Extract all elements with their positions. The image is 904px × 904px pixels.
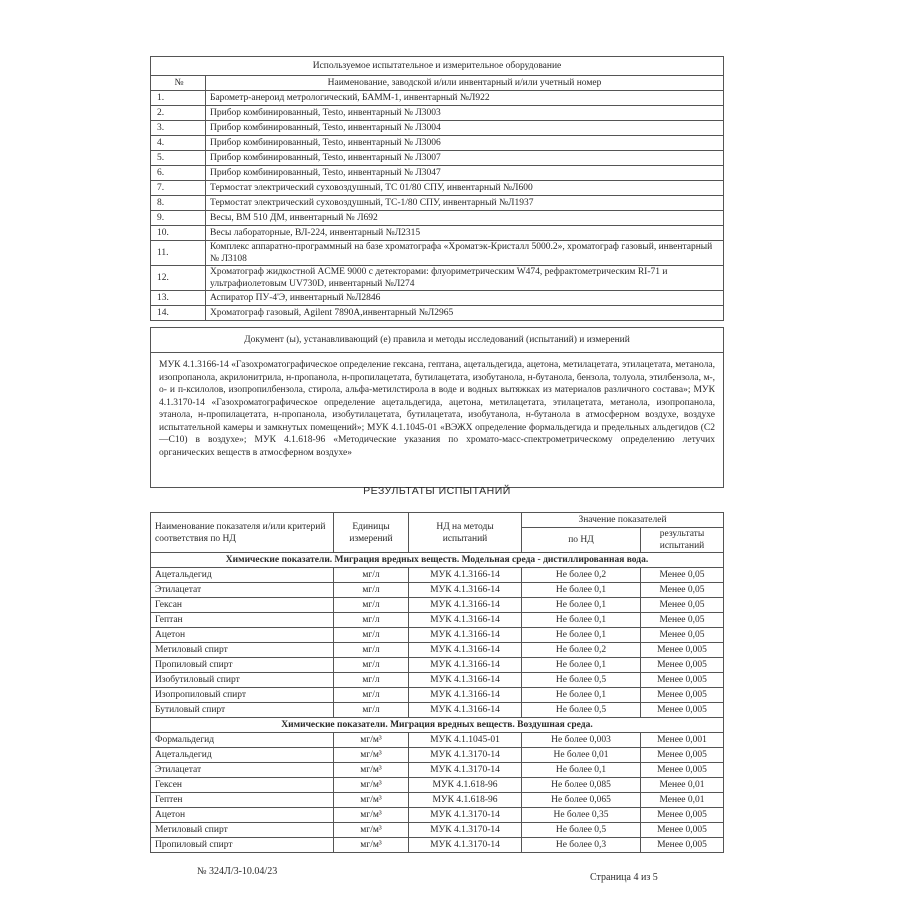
result-method: МУК 4.1.618-96 (409, 793, 522, 808)
equipment-rows (151, 91, 724, 321)
equipment-row (151, 266, 724, 291)
result-method: МУК 4.1.3166-14 (409, 658, 522, 673)
equipment-row-number: 2. (151, 106, 206, 121)
result-test-value: Менее 0,005 (641, 643, 724, 658)
result-method: МУК 4.1.3170-14 (409, 763, 522, 778)
result-name: Этилацетат (151, 583, 334, 598)
result-name: Пропиловый спирт (151, 658, 334, 673)
equipment-row-name: Термостат электрический суховоздушный, ТС-1/80 СПУ, инвентарный №Л1937 (206, 196, 724, 211)
result-test-value: Менее 0,001 (641, 733, 724, 748)
result-test-value: Менее 0,005 (641, 658, 724, 673)
result-nd-value: Не более 0,1 (522, 628, 641, 643)
equipment-row-number: 10. (151, 226, 206, 241)
result-method: МУК 4.1.3166-14 (409, 643, 522, 658)
result-test-value: Менее 0,05 (641, 613, 724, 628)
result-nd-value: Не более 0,2 (522, 643, 641, 658)
result-test-value: Менее 0,05 (641, 628, 724, 643)
result-unit: мг/м³ (334, 748, 409, 763)
result-unit: мг/м³ (334, 838, 409, 853)
equipment-row (151, 121, 724, 136)
result-nd-value: Не более 0,5 (522, 703, 641, 718)
result-unit: мг/л (334, 568, 409, 583)
result-unit: мг/м³ (334, 808, 409, 823)
result-row (151, 583, 724, 598)
result-test-value: Менее 0,005 (641, 808, 724, 823)
equipment-col-name: Наименование, заводской и/или инвентарный и/или учетный номер (206, 76, 724, 91)
result-method: МУК 4.1.3170-14 (409, 808, 522, 823)
result-method: МУК 4.1.3170-14 (409, 748, 522, 763)
equipment-row-name: Барометр-анероид метрологический, БАММ-1, инвентарный №Л922 (206, 91, 724, 106)
result-row (151, 703, 724, 718)
equipment-row-name: Весы лабораторные, ВЛ-224, инвентарный №Л2315 (206, 226, 724, 241)
equipment-row-number: 11. (151, 241, 206, 266)
result-unit: мг/м³ (334, 778, 409, 793)
header-test-result: результаты испытаний (641, 528, 724, 553)
equipment-row-name: Аспиратор ПУ-4'Э, инвентарный №Л2846 (206, 291, 724, 306)
result-unit: мг/л (334, 658, 409, 673)
equipment-row-number: 5. (151, 151, 206, 166)
result-name: Пропиловый спирт (151, 838, 334, 853)
header-indicator: Наименование показателя и/или критерий соответствия по НД (151, 513, 334, 553)
equipment-row-number: 3. (151, 121, 206, 136)
result-row (151, 673, 724, 688)
equipment-row-number: 7. (151, 181, 206, 196)
result-nd-value: Не более 0,003 (522, 733, 641, 748)
result-unit: мг/л (334, 598, 409, 613)
result-nd-value: Не более 0,1 (522, 688, 641, 703)
result-unit: мг/л (334, 673, 409, 688)
equipment-row (151, 166, 724, 181)
equipment-row-name: Хроматограф жидкостной ACME 9000 с детекторами: флуориметрическим W474, рефрактометрическим RI-71 и ультрафиолетовым UV730D, инвентарный №Л274 (206, 266, 724, 291)
result-unit: мг/м³ (334, 763, 409, 778)
result-test-value: Менее 0,005 (641, 763, 724, 778)
result-row (151, 643, 724, 658)
equipment-row (151, 211, 724, 226)
result-nd-value: Не более 0,1 (522, 613, 641, 628)
result-row (151, 793, 724, 808)
methods-caption: Документ (ы), устанавливающий (е) правила и методы исследований (испытаний) и измерений (151, 328, 724, 353)
result-name: Гексан (151, 598, 334, 613)
section-air-row (151, 718, 724, 733)
equipment-row-name: Прибор комбинированный, Testo, инвентарный № Л3007 (206, 151, 724, 166)
equipment-row-name: Прибор комбинированный, Testo, инвентарный № Л3004 (206, 121, 724, 136)
equipment-row-number: 6. (151, 166, 206, 181)
result-name: Этилацетат (151, 763, 334, 778)
document-number: № 324Л/3-10.04/23 (197, 866, 278, 877)
result-unit: мг/л (334, 703, 409, 718)
result-row (151, 598, 724, 613)
equipment-row-name: Прибор комбинированный, Testo, инвентарный № Л3003 (206, 106, 724, 121)
equipment-caption-row (151, 57, 724, 76)
methods-block (150, 327, 724, 488)
equipment-table (150, 56, 724, 321)
equipment-row (151, 306, 724, 321)
result-test-value: Менее 0,05 (641, 598, 724, 613)
equipment-row-number: 1. (151, 91, 206, 106)
page-number: Страница 4 из 5 (590, 872, 658, 883)
results-title: РЕЗУЛЬТАТЫ ИСПЫТАНИЙ (363, 485, 511, 497)
equipment-row-name: Прибор комбинированный, Testo, инвентарный № Л3006 (206, 136, 724, 151)
result-method: МУК 4.1.3166-14 (409, 583, 522, 598)
equipment-col-num: № (151, 76, 206, 91)
equipment-row-name: Термостат электрический суховоздушный, ТС 01/80 СПУ, инвентарный №Л600 (206, 181, 724, 196)
section-water: Химические показатели. Миграция вредных веществ. Модельная среда - дистиллированная вода. (151, 553, 724, 568)
result-test-value: Менее 0,05 (641, 568, 724, 583)
header-by-nd: по НД (522, 528, 641, 553)
header-unit: Единицы измерений (334, 513, 409, 553)
result-method: МУК 4.1.3166-14 (409, 673, 522, 688)
result-name: Изобутиловый спирт (151, 673, 334, 688)
result-nd-value: Не более 0,35 (522, 808, 641, 823)
equipment-header-row (151, 76, 724, 91)
result-method: МУК 4.1.1045-01 (409, 733, 522, 748)
result-row (151, 808, 724, 823)
equipment-row (151, 241, 724, 266)
header-method: НД на методы испытаний (409, 513, 522, 553)
result-name: Ацетальдегид (151, 568, 334, 583)
methods-text: МУК 4.1.3166-14 «Газохроматографическое определение гексана, гептана, ацетальдегида, ацетона, метилацетата, этилацетата, метанола, изопропанола, акрилонитрила, н-пропанола, н-пропилацетата, бутилацетата, изобутанола, н-бутанола, бензола, толуола, этилбензола, м-, о- и п-ксилолов, изопропилбензола, стирола, альфа-метилстирола в воде и водных вытяжках из материалов различного состава»; МУК 4.1.3170-14 «Газохроматографическое определение ацетальдегида, ацетона, метилацетата, этилацетата, метанола, изопропанола, этанола, н-пропилацетата, н-пропанола, изобутилацетата, бутилацетата, изобутанола, н-бутанола в атмосферном воздухе, воздухе испытательной камеры и замкнутых помещений»; МУК 4.1.1045-01 «ВЭЖХ определение формальдегида и предельных альдегидов (С2—С10) в воздухе»; МУК 4.1.618-96 «Методические указания по хромато-масс-спектрометрическому определению летучих органических веществ в атмосферном воздухе» (151, 353, 724, 488)
result-test-value: Менее 0,005 (641, 703, 724, 718)
result-name: Метиловый спирт (151, 643, 334, 658)
section-water-row (151, 553, 724, 568)
header-value: Значение показателей (522, 513, 724, 528)
result-name: Гептен (151, 793, 334, 808)
equipment-row-number: 13. (151, 291, 206, 306)
equipment-row (151, 91, 724, 106)
result-nd-value: Не более 0,2 (522, 568, 641, 583)
result-name: Бутиловый спирт (151, 703, 334, 718)
equipment-row (151, 226, 724, 241)
result-name: Формальдегид (151, 733, 334, 748)
result-unit: мг/м³ (334, 733, 409, 748)
equipment-row (151, 196, 724, 211)
equipment-row-number: 4. (151, 136, 206, 151)
equipment-row (151, 181, 724, 196)
result-name: Ацетальдегид (151, 748, 334, 763)
result-row (151, 568, 724, 583)
equipment-row (151, 136, 724, 151)
result-nd-value: Не более 0,1 (522, 583, 641, 598)
air-rows (151, 733, 724, 853)
result-nd-value: Не более 0,085 (522, 778, 641, 793)
result-nd-value: Не более 0,01 (522, 748, 641, 763)
result-test-value: Менее 0,01 (641, 793, 724, 808)
result-row (151, 733, 724, 748)
result-row (151, 838, 724, 853)
result-row (151, 658, 724, 673)
water-rows (151, 568, 724, 718)
result-method: МУК 4.1.3166-14 (409, 598, 522, 613)
result-row (151, 613, 724, 628)
result-test-value: Менее 0,005 (641, 673, 724, 688)
result-method: МУК 4.1.3170-14 (409, 838, 522, 853)
result-name: Ацетон (151, 808, 334, 823)
result-test-value: Менее 0,005 (641, 823, 724, 838)
equipment-row-name: Весы, ВМ 510 ДМ, инвентарный № Л692 (206, 211, 724, 226)
equipment-row-number: 12. (151, 266, 206, 291)
result-test-value: Менее 0,05 (641, 583, 724, 598)
result-test-value: Менее 0,005 (641, 838, 724, 853)
section-air: Химические показатели. Миграция вредных веществ. Воздушная среда. (151, 718, 724, 733)
equipment-row-number: 9. (151, 211, 206, 226)
equipment-row-name: Комплекс аппаратно-программный на базе хроматографа «Хроматэк-Кристалл 5000.2», хроматограф газовый, инвентарный № Л3108 (206, 241, 724, 266)
result-nd-value: Не более 0,065 (522, 793, 641, 808)
result-unit: мг/л (334, 583, 409, 598)
result-name: Гептан (151, 613, 334, 628)
equipment-row-number: 8. (151, 196, 206, 211)
equipment-row-name: Хроматограф газовый, Agilent 7890A,инвентарный №Л2965 (206, 306, 724, 321)
result-nd-value: Не более 0,3 (522, 838, 641, 853)
result-nd-value: Не более 0,1 (522, 598, 641, 613)
result-method: МУК 4.1.3166-14 (409, 568, 522, 583)
result-unit: мг/м³ (334, 823, 409, 838)
result-method: МУК 4.1.3170-14 (409, 823, 522, 838)
result-nd-value: Не более 0,1 (522, 763, 641, 778)
result-unit: мг/л (334, 613, 409, 628)
equipment-row (151, 291, 724, 306)
results-table (150, 512, 724, 853)
result-unit: мг/л (334, 628, 409, 643)
equipment-caption: Используемое испытательное и измерительное оборудование (151, 57, 724, 76)
equipment-row (151, 106, 724, 121)
result-test-value: Менее 0,005 (641, 688, 724, 703)
result-method: МУК 4.1.618-96 (409, 778, 522, 793)
equipment-row-name: Прибор комбинированный, Testo, инвентарный № Л3047 (206, 166, 724, 181)
result-row (151, 778, 724, 793)
result-row (151, 748, 724, 763)
result-nd-value: Не более 0,1 (522, 658, 641, 673)
result-row (151, 763, 724, 778)
results-header-row (151, 513, 724, 528)
result-row (151, 688, 724, 703)
result-unit: мг/л (334, 643, 409, 658)
result-nd-value: Не более 0,5 (522, 823, 641, 838)
result-method: МУК 4.1.3166-14 (409, 688, 522, 703)
result-name: Метиловый спирт (151, 823, 334, 838)
result-test-value: Менее 0,005 (641, 748, 724, 763)
result-name: Ацетон (151, 628, 334, 643)
equipment-row (151, 151, 724, 166)
result-method: МУК 4.1.3166-14 (409, 628, 522, 643)
result-test-value: Менее 0,01 (641, 778, 724, 793)
result-method: МУК 4.1.3166-14 (409, 613, 522, 628)
result-name: Гексен (151, 778, 334, 793)
result-row (151, 823, 724, 838)
result-row (151, 628, 724, 643)
result-unit: мг/м³ (334, 793, 409, 808)
result-name: Изопропиловый спирт (151, 688, 334, 703)
result-method: МУК 4.1.3166-14 (409, 703, 522, 718)
result-nd-value: Не более 0,5 (522, 673, 641, 688)
equipment-row-number: 14. (151, 306, 206, 321)
result-unit: мг/л (334, 688, 409, 703)
